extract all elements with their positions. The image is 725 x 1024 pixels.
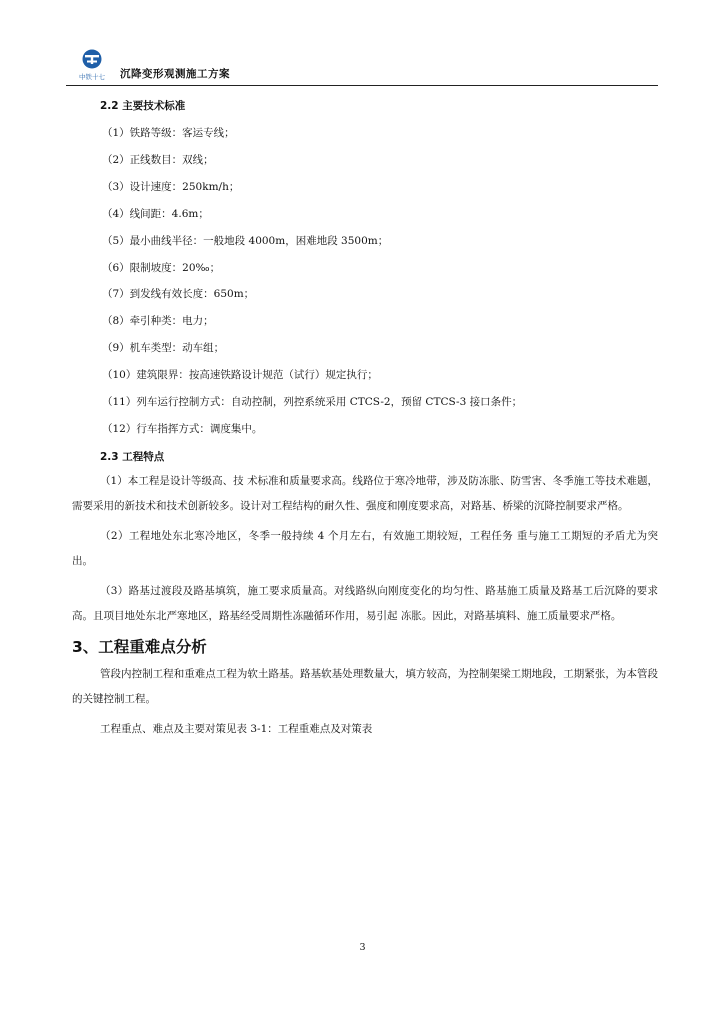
paragraph: （2）工程地处东北寒冷地区，冬季一般持续 4 个月左右，有效施工期较短，工程任务 重与施工工期短的矛盾尤为突出。	[72, 529, 658, 568]
list-item: （9）机车类型：动车组；	[102, 342, 225, 355]
section-3-heading: 3、工程重难点分析	[72, 637, 207, 656]
list-item: （4）线间距：4.6m；	[102, 207, 209, 220]
company-logo	[70, 48, 114, 82]
list-item: （3）设计速度：250km/h；	[102, 180, 240, 193]
list-item: （8）牵引种类：电力；	[102, 315, 214, 328]
list-item: （1）铁路等级：客运专线；	[102, 127, 235, 139]
list-item: （12）行车指挥方式：调度集中。	[102, 422, 263, 435]
list-item: （7）到发线有效长度：650m；	[102, 288, 255, 301]
paragraph: （3）路基过渡段及路基填筑，施工要求质量高。对线路纵向刚度变化的均匀性、路基施工质量及路基工后沉降的要求高。且项目地处东北严寒地区，路基经受周期性冻融循环作用，易引起 冻胀。因此，对路基填料、施工质量要求严格。	[72, 584, 658, 623]
list-item: （2）正线数目：双线；	[102, 153, 214, 166]
logo-text: 中铁十七	[79, 73, 105, 81]
paragraph: 工程重点、难点及主要对策见表 3-1：工程重难点及对策表	[100, 722, 373, 735]
section-2-2-heading: 2.2 主要技术标准	[100, 100, 186, 112]
document-title: 沉降变形观测施工方案	[120, 68, 230, 80]
list-item: （6）限制坡度：20‰；	[102, 261, 221, 274]
list-item: （11）列车运行控制方式：自动控制，列控系统采用 CTCS-2，预留 CTCS-3 接口条件；	[102, 396, 523, 409]
list-item: （10）建筑限界：按高速铁路设计规范（试行）规定执行；	[102, 369, 378, 382]
paragraph: 管段内控制工程和重难点工程为软土路基。路基软基处理数量大，填方较高，为控制架梁工期地段，工期紧张，为本管段的关键控制工程。	[72, 667, 658, 706]
header-divider	[66, 85, 658, 86]
list-item: （5）最小曲线半径：一般地段 4000m，困难地段 3500m；	[102, 234, 389, 247]
section-2-3-heading: 2.3 工程特点	[100, 450, 165, 463]
page-number: 3	[359, 942, 366, 953]
technical-standards-list	[72, 120, 658, 443]
paragraph: （1）本工程是设计等级高、技 术标准和质量要求高。线路位于寒冷地带，涉及防冻胀、防雪害、冬季施工等技术难题， 需要采用的新技术和技术创新较多。设计对工程结构的耐久性、强度和刚度要求高，对路基、桥梁的沉降控制要求严格。	[72, 474, 658, 513]
page-content	[72, 96, 658, 746]
page-header	[66, 48, 658, 86]
